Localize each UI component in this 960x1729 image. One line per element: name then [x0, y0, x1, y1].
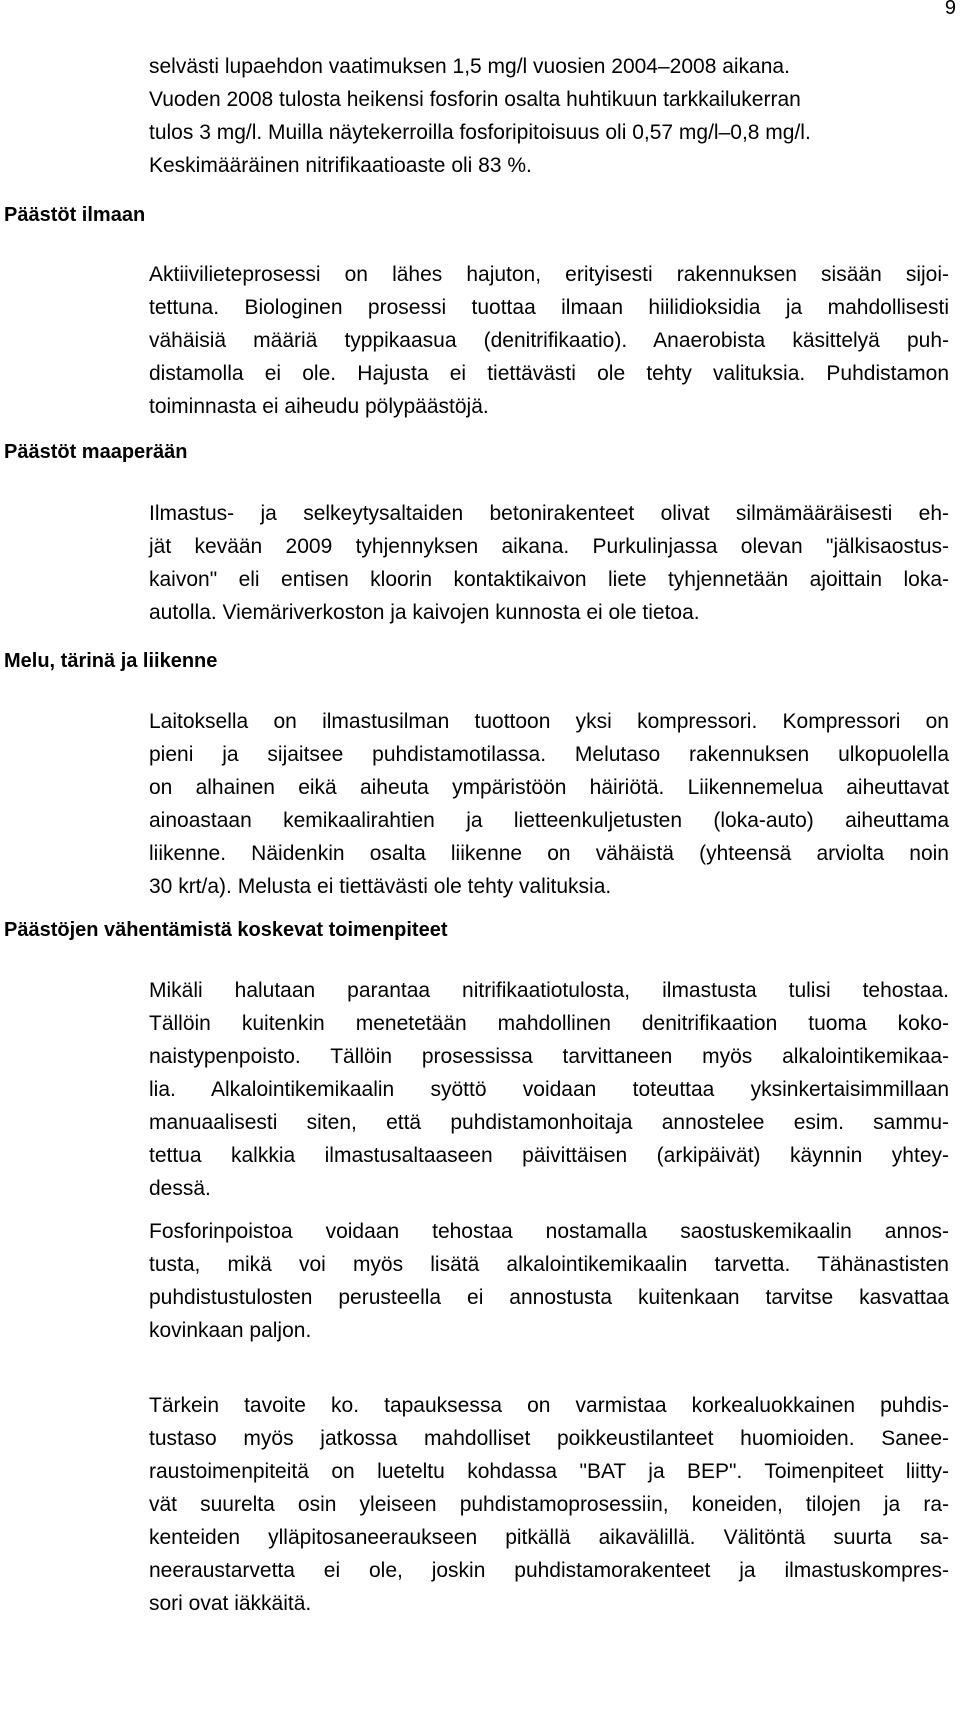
text-line: puhdistustulosten perusteella ei annostusta kuitenkaan tarvitse kasvattaa [149, 1286, 949, 1309]
heading-emissions-air: Päästöt ilmaan [4, 204, 146, 226]
text-line: jät kevään 2009 tyhjennyksen aikana. Purkulinjassa olevan "jälkisaostus- [149, 535, 949, 558]
paragraph-phosphorus-removal [149, 1215, 949, 1347]
page-number: 9 [944, 0, 956, 19]
text-line: kenteiden ylläpitosaneeraukseen pitkällä aikavälillä. Välitöntä suurta sa- [149, 1526, 949, 1549]
text-line: vähäisiä määriä typpikaasua (denitrifikaatio). Anaerobista käsittelyä puh- [149, 329, 949, 352]
text-line: autolla. Viemäriverkoston ja kaivojen kunnosta ei ole tietoa. [149, 601, 700, 624]
text-line: manuaalisesti siten, että puhdistamonhoitaja annostelee esim. sammu- [149, 1111, 949, 1134]
text-line: Mikäli halutaan parantaa nitrifikaatiotulosta, ilmastusta tulisi tehostaa. [149, 979, 949, 1002]
text-line: 30 krt/a). Melusta ei tiettävästi ole tehty valituksia. [149, 875, 612, 898]
text-line: Tärkein tavoite ko. tapauksessa on varmistaa korkealuokkainen puhdis- [149, 1394, 949, 1417]
paragraph-phosphorus-results [149, 50, 949, 182]
text-line: tustaso myös jatkossa mahdolliset poikkeustilanteet huomioiden. Sanee- [149, 1427, 949, 1450]
text-line: tettua kalkkia ilmastusaltaaseen päivittäisen (arkipäivät) käynnin yhtey- [149, 1144, 949, 1167]
text-line: liikenne. Näidenkin osalta liikenne on vähäistä (yhteensä arviolta noin [149, 842, 949, 865]
text-line: kovinkaan paljon. [149, 1319, 312, 1342]
text-line: Vuoden 2008 tulosta heikensi fosforin osalta huhtikuun tarkkailukerran [149, 88, 801, 111]
paragraph-soil-emissions [149, 497, 949, 629]
paragraph-air-emissions [149, 258, 949, 423]
text-line: sori ovat iäkkäitä. [149, 1592, 312, 1615]
text-line: tusta, mikä voi myös lisätä alkalointikemikaalin tarvetta. Tähänastisten [149, 1253, 949, 1276]
text-line: raustoimenpiteitä on lueteltu kohdassa "BAT ja BEP". Toimenpiteet liitty- [149, 1460, 949, 1483]
text-line: Laitoksella on ilmastusilman tuottoon yksi kompressori. Kompressori on [149, 710, 949, 733]
text-line: dessä. [149, 1177, 211, 1200]
text-line: Ilmastus- ja selkeytysaltaiden betonirakenteet olivat silmämääräisesti eh- [149, 502, 949, 525]
text-line: tulos 3 mg/l. Muilla näytekerroilla fosforipitoisuus oli 0,57 mg/l–0,8 mg/l. [149, 121, 811, 144]
paragraph-nitrification-measures [149, 974, 949, 1205]
text-line: selvästi lupaehdon vaatimuksen 1,5 mg/l vuosien 2004–2008 aikana. [149, 55, 790, 78]
text-line: Aktiivilieteprosessi on lähes hajuton, erityisesti rakennuksen sisään sijoi- [149, 263, 949, 286]
paragraph-key-objective [149, 1389, 949, 1620]
text-line: Keskimääräinen nitrifikaatioaste oli 83 %. [149, 154, 532, 177]
paragraph-noise [149, 705, 949, 903]
text-line: neeraustarvetta ei ole, joskin puhdistamorakenteet ja ilmastuskompres- [149, 1559, 949, 1582]
text-line: Tällöin kuitenkin menetetään mahdollinen denitrifikaation tuoma koko- [149, 1012, 949, 1035]
heading-noise-vibration-traffic: Melu, tärinä ja liikenne [4, 650, 218, 672]
text-line: lia. Alkalointikemikaalin syöttö voidaan toteuttaa yksinkertaisimmillaan [149, 1078, 949, 1101]
heading-emissions-soil: Päästöt maaperään [4, 441, 188, 463]
text-line: pieni ja sijaitsee puhdistamotilassa. Melutaso rakennuksen ulkopuolella [149, 743, 949, 766]
text-line: Fosforinpoistoa voidaan tehostaa nostamalla saostuskemikaalin annos- [149, 1220, 949, 1243]
text-line: ainoastaan kemikaalirahtien ja lietteenkuljetusten (loka-auto) aiheuttama [149, 809, 949, 832]
text-line: tettuna. Biologinen prosessi tuottaa ilmaan hiilidioksidia ja mahdollisesti [149, 296, 949, 319]
heading-emission-reduction-measures: Päästöjen vähentämistä koskevat toimenpiteet [4, 919, 448, 941]
text-line: distamolla ei ole. Hajusta ei tiettävästi ole tehty valituksia. Puhdistamon [149, 362, 949, 385]
text-line: naistypenpoisto. Tällöin prosessissa tarvittaneen myös alkalointikemikaa- [149, 1045, 949, 1068]
text-line: kaivon" eli entisen kloorin kontaktikaivon liete tyhjennetään ajoittain loka- [149, 568, 949, 591]
text-line: vät suurelta osin yleiseen puhdistamoprosessiin, koneiden, tilojen ja ra- [149, 1493, 949, 1516]
text-line: toiminnasta ei aiheudu pölypäästöjä. [149, 395, 489, 418]
text-line: on alhainen eikä aiheuta ympäristöön häiriötä. Liikennemelua aiheuttavat [149, 776, 949, 799]
